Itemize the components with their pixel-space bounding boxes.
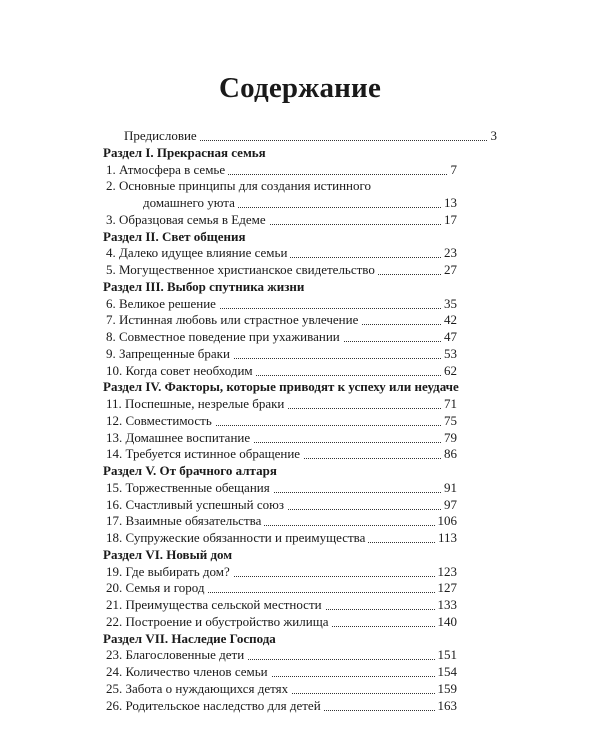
page-number: 91: [441, 480, 457, 496]
toc-section-heading: [103, 463, 497, 479]
entry-title: 2. Основные принципы для создания истинного: [106, 178, 374, 193]
page-number: 123: [435, 564, 458, 580]
page-number: 23: [441, 245, 457, 261]
page-number: 35: [441, 296, 457, 312]
toc-section-heading: [103, 379, 497, 395]
entry-title: 19. Где выбирать дом?: [106, 564, 233, 579]
entry-title: 24. Количество членов семьи: [106, 664, 271, 679]
entry-title: домашнего уюта: [143, 195, 238, 210]
toc-entry: [106, 664, 457, 680]
toc-entry: [106, 480, 457, 496]
toc-entry: [106, 580, 457, 596]
toc-entry: [106, 564, 457, 580]
toc-entry: [106, 346, 457, 362]
page-number: 97: [441, 497, 457, 513]
page-number: 113: [435, 530, 457, 546]
page-number: 53: [441, 346, 457, 362]
page-number: 71: [441, 396, 457, 412]
section-title: Раздел V. От брачного алтаря: [103, 463, 280, 478]
entry-title: 26. Родительское наследство для детей: [106, 698, 324, 713]
entry-title: 14. Требуется истинное обращение: [106, 446, 303, 461]
entry-title: 18. Супружеские обязанности и преимущества: [106, 530, 368, 545]
entry-title: 15. Торжественные обещания: [106, 480, 273, 495]
toc-entry: [106, 446, 457, 462]
page-number: 133: [435, 597, 458, 613]
page-number: 17: [441, 212, 457, 228]
entry-title: Предисловие: [124, 128, 200, 143]
toc-section-heading: [103, 279, 497, 295]
toc-section-heading: [103, 631, 497, 647]
page-number: 3: [488, 128, 498, 144]
page-number: 13: [441, 195, 457, 211]
section-title: Раздел III. Выбор спутника жизни: [103, 279, 307, 294]
entry-title: 9. Запрещенные браки: [106, 346, 233, 361]
section-title: Раздел VII. Наследие Господа: [103, 631, 279, 646]
entry-title: 6. Великое решение: [106, 296, 219, 311]
toc-entry-continuation: [143, 195, 457, 211]
entry-title: 4. Далеко идущее влияние семьи: [106, 245, 290, 260]
toc-entry: [106, 262, 457, 278]
entry-title: 25. Забота о нуждающихся детях: [106, 681, 291, 696]
page-number: 42: [441, 312, 457, 328]
toc-entry: [106, 698, 457, 714]
toc-entry: [106, 530, 457, 546]
page-number: 127: [435, 580, 458, 596]
entry-title: 10. Когда совет необходим: [106, 363, 256, 378]
section-title: Раздел IV. Факторы, которые приводят к успеху или неудаче: [103, 379, 462, 394]
toc-entry: [106, 597, 457, 613]
entry-title: 5. Могущественное христианское свидетельство: [106, 262, 378, 277]
page-number: 86: [441, 446, 457, 462]
toc-entry: [106, 497, 457, 513]
toc-section-heading: [103, 229, 497, 245]
section-title: Раздел VI. Новый дом: [103, 547, 235, 562]
toc-section-heading: [103, 145, 497, 161]
section-title: Раздел I. Прекрасная семья: [103, 145, 269, 160]
page-number: 163: [435, 698, 458, 714]
toc-entry: [106, 245, 457, 261]
toc-entry: [106, 312, 457, 328]
section-title: Раздел II. Свет общения: [103, 229, 249, 244]
entry-title: 17. Взаимные обязательства: [106, 513, 264, 528]
page-number: 140: [435, 614, 458, 630]
page-number: 79: [441, 430, 457, 446]
toc-entry: [106, 162, 457, 178]
entry-title: 16. Счастливый успешный союз: [106, 497, 287, 512]
entry-title: 23. Благословенные дети: [106, 647, 247, 662]
toc-entry-preface: [124, 128, 497, 144]
toc-entry: [106, 413, 457, 429]
page-title: Содержание: [218, 72, 382, 104]
entry-title: 1. Атмосфера в семье: [106, 162, 228, 177]
toc-entry: [106, 614, 457, 630]
toc-entry: [106, 178, 457, 194]
page-number: 151: [435, 647, 458, 663]
toc-entry: [106, 396, 457, 412]
entry-title: 7. Истинная любовь или страстное увлечение: [106, 312, 361, 327]
entry-title: 21. Преимущества сельской местности: [106, 597, 325, 612]
toc-entry: [106, 363, 457, 379]
entry-title: 12. Совместимость: [106, 413, 215, 428]
entry-title: 3. Образцовая семья в Едеме: [106, 212, 269, 227]
entry-title: 11. Поспешные, незрелые браки: [106, 396, 287, 411]
page-number: 159: [435, 681, 458, 697]
page-number: 7: [448, 162, 458, 178]
page-number: 106: [435, 513, 458, 529]
entry-title: 20. Семья и город: [106, 580, 207, 595]
toc-entry: [106, 430, 457, 446]
entry-title: 8. Совместное поведение при ухаживании: [106, 329, 343, 344]
toc-entry: [106, 212, 457, 228]
page-number: 75: [441, 413, 457, 429]
page-number: 62: [441, 363, 457, 379]
page-number: 27: [441, 262, 457, 278]
toc-section-heading: [103, 547, 497, 563]
toc-entry: [106, 681, 457, 697]
page-number: 47: [441, 329, 457, 345]
toc-entry: [106, 329, 457, 345]
toc-entry: [106, 647, 457, 663]
toc-entry: [106, 296, 457, 312]
toc-entry: [106, 513, 457, 529]
page-number: 154: [435, 664, 458, 680]
entry-title: 22. Построение и обустройство жилища: [106, 614, 332, 629]
entry-title: 13. Домашнее воспитание: [106, 430, 253, 445]
